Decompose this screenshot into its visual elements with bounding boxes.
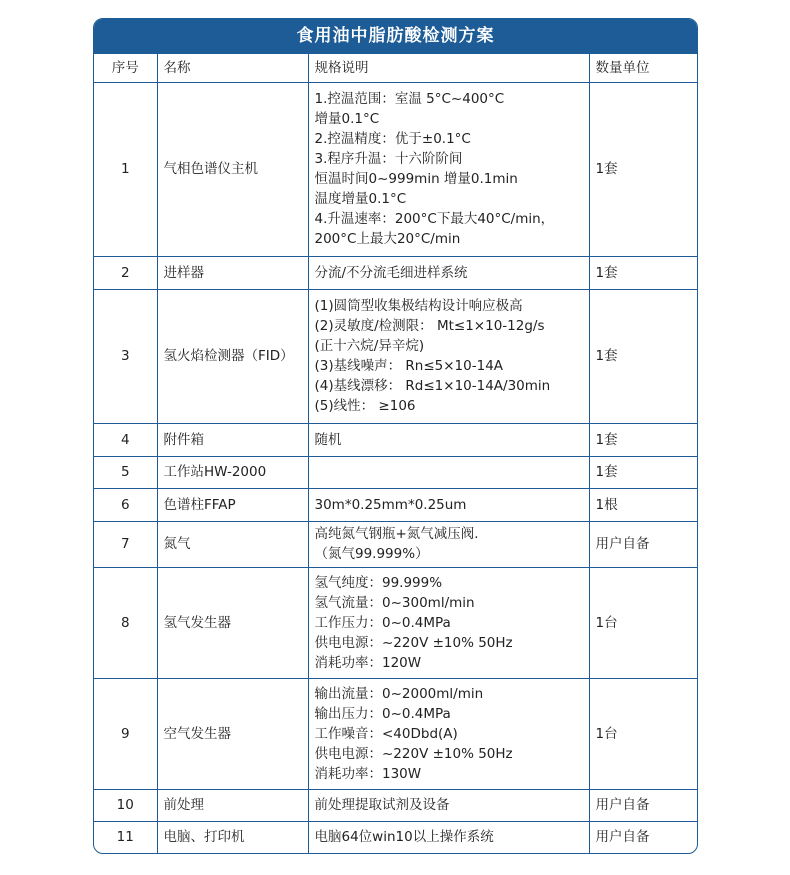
cell-qty: 用户自备 xyxy=(589,521,697,567)
table-row xyxy=(94,256,697,289)
table-row xyxy=(94,789,697,821)
cell-qty: 1套 xyxy=(589,289,697,423)
column-header-name: 名称 xyxy=(157,54,308,82)
cell-spec xyxy=(308,289,589,423)
cell-no: 1 xyxy=(94,82,157,256)
cell-spec xyxy=(308,678,589,789)
cell-name: 气相色谱仪主机 xyxy=(157,82,308,256)
cell-qty: 用户自备 xyxy=(589,789,697,821)
spec-line: 200°C上最大20°C/min xyxy=(314,231,461,247)
cell-name: 电脑、打印机 xyxy=(157,821,308,853)
table-title: 食用油中脂肪酸检测方案 xyxy=(94,19,697,54)
column-header-qty: 数量单位 xyxy=(589,54,697,82)
cell-spec xyxy=(308,456,589,488)
spec-line: (正十六烷/异辛烷) xyxy=(314,338,425,354)
cell-qty: 1套 xyxy=(589,456,697,488)
table-row xyxy=(94,567,697,678)
cell-spec xyxy=(308,789,589,821)
table-row xyxy=(94,82,697,256)
spec-line: 增量0.1°C xyxy=(314,111,380,127)
cell-name: 氢气发生器 xyxy=(157,567,308,678)
spec-line: 氢气纯度：99.999% xyxy=(314,574,443,591)
table-row xyxy=(94,678,697,789)
cell-no: 5 xyxy=(94,456,157,488)
table-row xyxy=(94,289,697,423)
cell-spec xyxy=(308,423,589,456)
spec-line: (3)基线噪声： Rn≤5×10-14A xyxy=(314,358,504,374)
spec-line: 消耗功率：120W xyxy=(314,654,422,671)
cell-name: 氮气 xyxy=(157,521,308,567)
table-row xyxy=(94,423,697,456)
table-row xyxy=(94,821,697,853)
table-row xyxy=(94,488,697,521)
cell-spec xyxy=(308,821,589,853)
cell-qty: 1台 xyxy=(589,567,697,678)
spec-table xyxy=(94,54,697,853)
cell-name: 进样器 xyxy=(157,256,308,289)
spec-line: 4.升温速率：200°C下最大40°C/min， xyxy=(314,211,555,227)
spec-line: 工作压力：0~0.4MPa xyxy=(314,614,451,631)
spec-line: (5)线性： ≥106 xyxy=(314,398,416,414)
spec-line: (1)圆筒型收集极结构设计响应极高 xyxy=(314,298,523,314)
spec-line: 输出压力：0~0.4MPa xyxy=(314,705,451,722)
cell-name: 空气发生器 xyxy=(157,678,308,789)
cell-no: 3 xyxy=(94,289,157,423)
cell-qty: 1套 xyxy=(589,82,697,256)
table-body xyxy=(94,82,697,853)
cell-no: 9 xyxy=(94,678,157,789)
column-header-no: 序号 xyxy=(94,54,157,82)
column-header-spec: 规格说明 xyxy=(308,54,589,82)
spec-line: 工作噪音：<40Dbd(A) xyxy=(314,725,458,742)
cell-spec xyxy=(308,488,589,521)
cell-qty: 1台 xyxy=(589,678,697,789)
spec-line: 1.控温范围：室温 5°C~400°C xyxy=(314,91,505,107)
spec-line: 30m*0.25mm*0.25um xyxy=(314,496,467,513)
spec-line: 电脑64位win10以上操作系统 xyxy=(314,829,494,846)
spec-line: （氮气99.999%） xyxy=(314,546,429,562)
spec-line: 氢气流量：0~300ml/min xyxy=(314,594,475,611)
cell-no: 7 xyxy=(94,521,157,567)
cell-name: 氢火焰检测器（FID） xyxy=(157,289,308,423)
spec-line: 恒温时间0~999min 增量0.1min xyxy=(314,171,518,187)
cell-qty: 1套 xyxy=(589,256,697,289)
cell-qty: 1套 xyxy=(589,423,697,456)
cell-name: 附件箱 xyxy=(157,423,308,456)
spec-sheet xyxy=(93,18,698,854)
spec-line: 供电电源：~220V ±10% 50Hz xyxy=(314,634,513,651)
spec-line: 2.控温精度：优于±0.1°C xyxy=(314,131,471,147)
cell-no: 10 xyxy=(94,789,157,821)
cell-qty: 用户自备 xyxy=(589,821,697,853)
cell-no: 2 xyxy=(94,256,157,289)
cell-name: 色谱柱FFAP xyxy=(157,488,308,521)
cell-spec xyxy=(308,521,589,567)
table-row xyxy=(94,521,697,567)
cell-no: 4 xyxy=(94,423,157,456)
spec-line: 高纯氮气钢瓶+氮气减压阀. xyxy=(314,526,479,542)
cell-name: 前处理 xyxy=(157,789,308,821)
cell-spec xyxy=(308,256,589,289)
spec-line: 3.程序升温：十六阶阶间 xyxy=(314,151,463,167)
header-row xyxy=(94,54,697,82)
spec-line: 供电电源：~220V ±10% 50Hz xyxy=(314,745,513,762)
table-row xyxy=(94,456,697,488)
cell-qty: 1根 xyxy=(589,488,697,521)
spec-line: 分流/不分流毛细进样系统 xyxy=(314,264,468,281)
cell-spec xyxy=(308,82,589,256)
spec-line: 随机 xyxy=(314,431,342,448)
cell-no: 8 xyxy=(94,567,157,678)
spec-line: 温度增量0.1°C xyxy=(314,191,407,207)
spec-line: 前处理提取试剂及设备 xyxy=(314,797,450,813)
cell-no: 6 xyxy=(94,488,157,521)
spec-line: (4)基线漂移： Rd≤1×10-14A/30min xyxy=(314,378,551,394)
spec-line: (2)灵敏度/检测限： Mt≤1×10-12g/s xyxy=(314,318,545,334)
cell-no: 11 xyxy=(94,821,157,853)
spec-line: 输出流量：0~2000ml/min xyxy=(314,685,484,702)
cell-spec xyxy=(308,567,589,678)
spec-line: 消耗功率：130W xyxy=(314,765,422,782)
cell-name: 工作站HW-2000 xyxy=(157,456,308,488)
